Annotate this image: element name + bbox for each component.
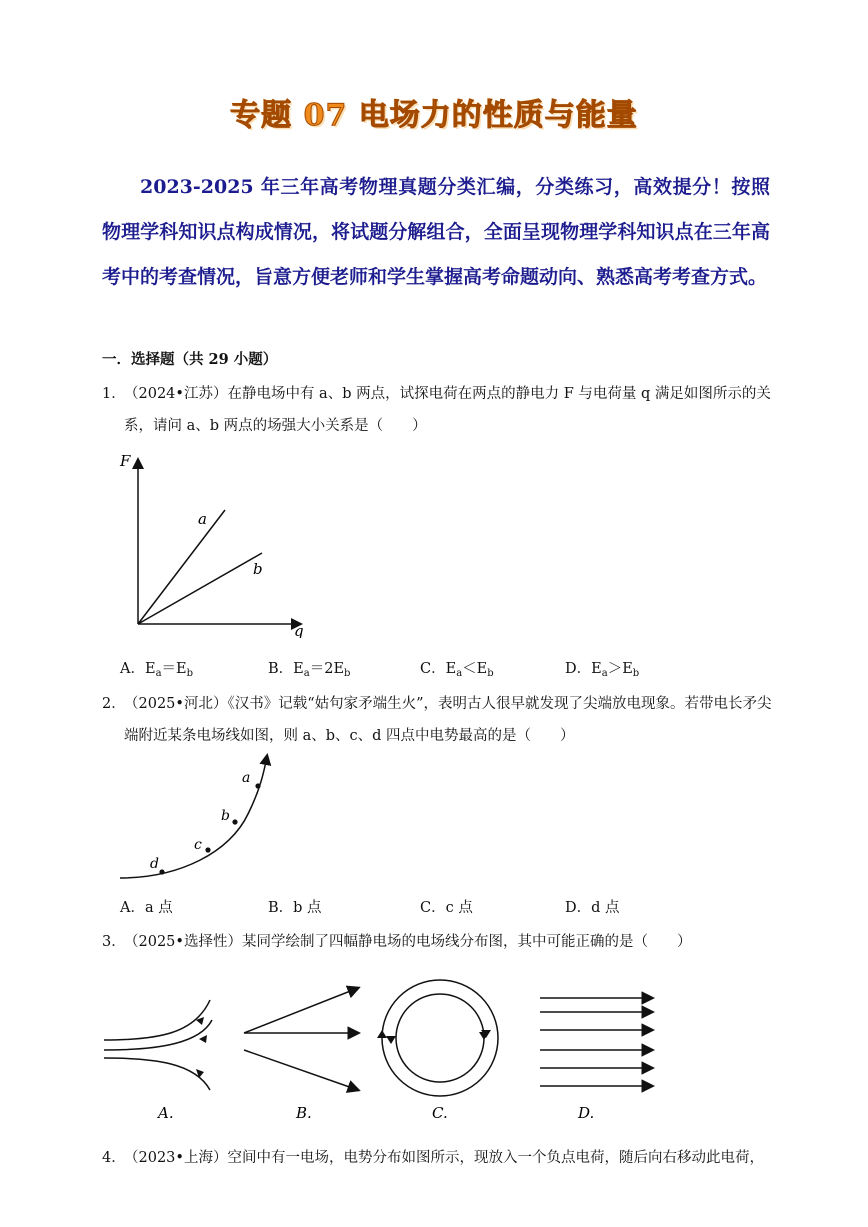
point-a [255,783,260,788]
option-d[interactable]: D．$E_a>E_b$ [565,661,640,679]
electric-field-line-figure [110,752,290,887]
point-b [232,819,237,824]
option-c[interactable]: C．c 点 [420,900,473,916]
question-text: （2025•选择性）某同学绘制了四幅静电场的电场线分布图，其中可能正确的是（ ） [124,934,692,950]
figure-a [104,1000,212,1090]
page-title: 专题 07 电场力的性质与能量 [230,98,638,133]
question-text: （2025•河北）《汉书》记载“姑句家矛端生火”，表明古人很早就发现了尖端放电现象。若带电长矛尖端附近某条电场线如图，则 a、b、c、d 四点中电势最高的是（ ） [124,696,772,744]
x-axis-label: q [294,622,304,638]
question-text: （2024•江苏）在静电场中有 a、b 两点，试探电荷在两点的静电力 F 与电荷量 q 满足如图所示的关系，请问 a、b 两点的场强大小关系是（ ） [124,386,771,434]
intro-paragraph: 2023-2025 年三年高考物理真题分类汇编，分类练习，高效提分！按照物理学科知识点构成情况，将试题分解组合，全面呈现物理学科知识点在三年高考中的考查情况，旨意方便老师和学生掌握高考命题动向、熟悉高考考查方式。 [102,176,770,288]
figure-d [540,998,652,1086]
option-b[interactable]: B．$E_a=2E_b$ [268,661,351,679]
option-c[interactable]: C．$E_a<E_b$ [420,661,494,679]
figure-c [377,980,498,1096]
question-number: 3． [102,934,126,950]
label-a: a [242,770,251,786]
figure-d-label[interactable]: D. [578,1104,595,1122]
option-d[interactable]: D．d 点 [565,900,620,916]
section-heading: 一．选择题（共 29 小题） [102,351,278,368]
question-3 [102,926,772,958]
question-2 [102,688,772,752]
option-b[interactable]: B．b 点 [268,900,322,916]
question-1 [102,378,772,442]
line-b-label: b [253,560,263,578]
question-4 [102,1142,772,1174]
label-c: c [194,837,202,853]
line-a-label: a [198,510,207,528]
point-d [159,869,164,874]
label-d: d [150,856,159,872]
figure-b [244,988,358,1090]
point-c [205,847,210,852]
figure-a-label[interactable]: A. [158,1104,174,1122]
y-axis-label: F [120,452,131,470]
question-text: （2023•上海）空间中有一电场，电势分布如图所示，现放入一个负点电荷，随后向右移动此电荷， [124,1150,764,1166]
field-line-options-figure [100,968,670,1123]
question-number: 1． [102,386,126,402]
figure-c-label[interactable]: C. [432,1104,448,1122]
line-a [138,510,225,624]
line-b [138,553,262,624]
option-a[interactable]: A．$E_a=E_b$ [120,661,194,679]
question-number: 2． [102,696,126,712]
figure-b-label[interactable]: B. [296,1104,312,1122]
label-b: b [221,808,230,824]
question-number: 4． [102,1150,126,1166]
option-a[interactable]: A．a 点 [120,900,173,916]
force-charge-graph [110,448,310,638]
